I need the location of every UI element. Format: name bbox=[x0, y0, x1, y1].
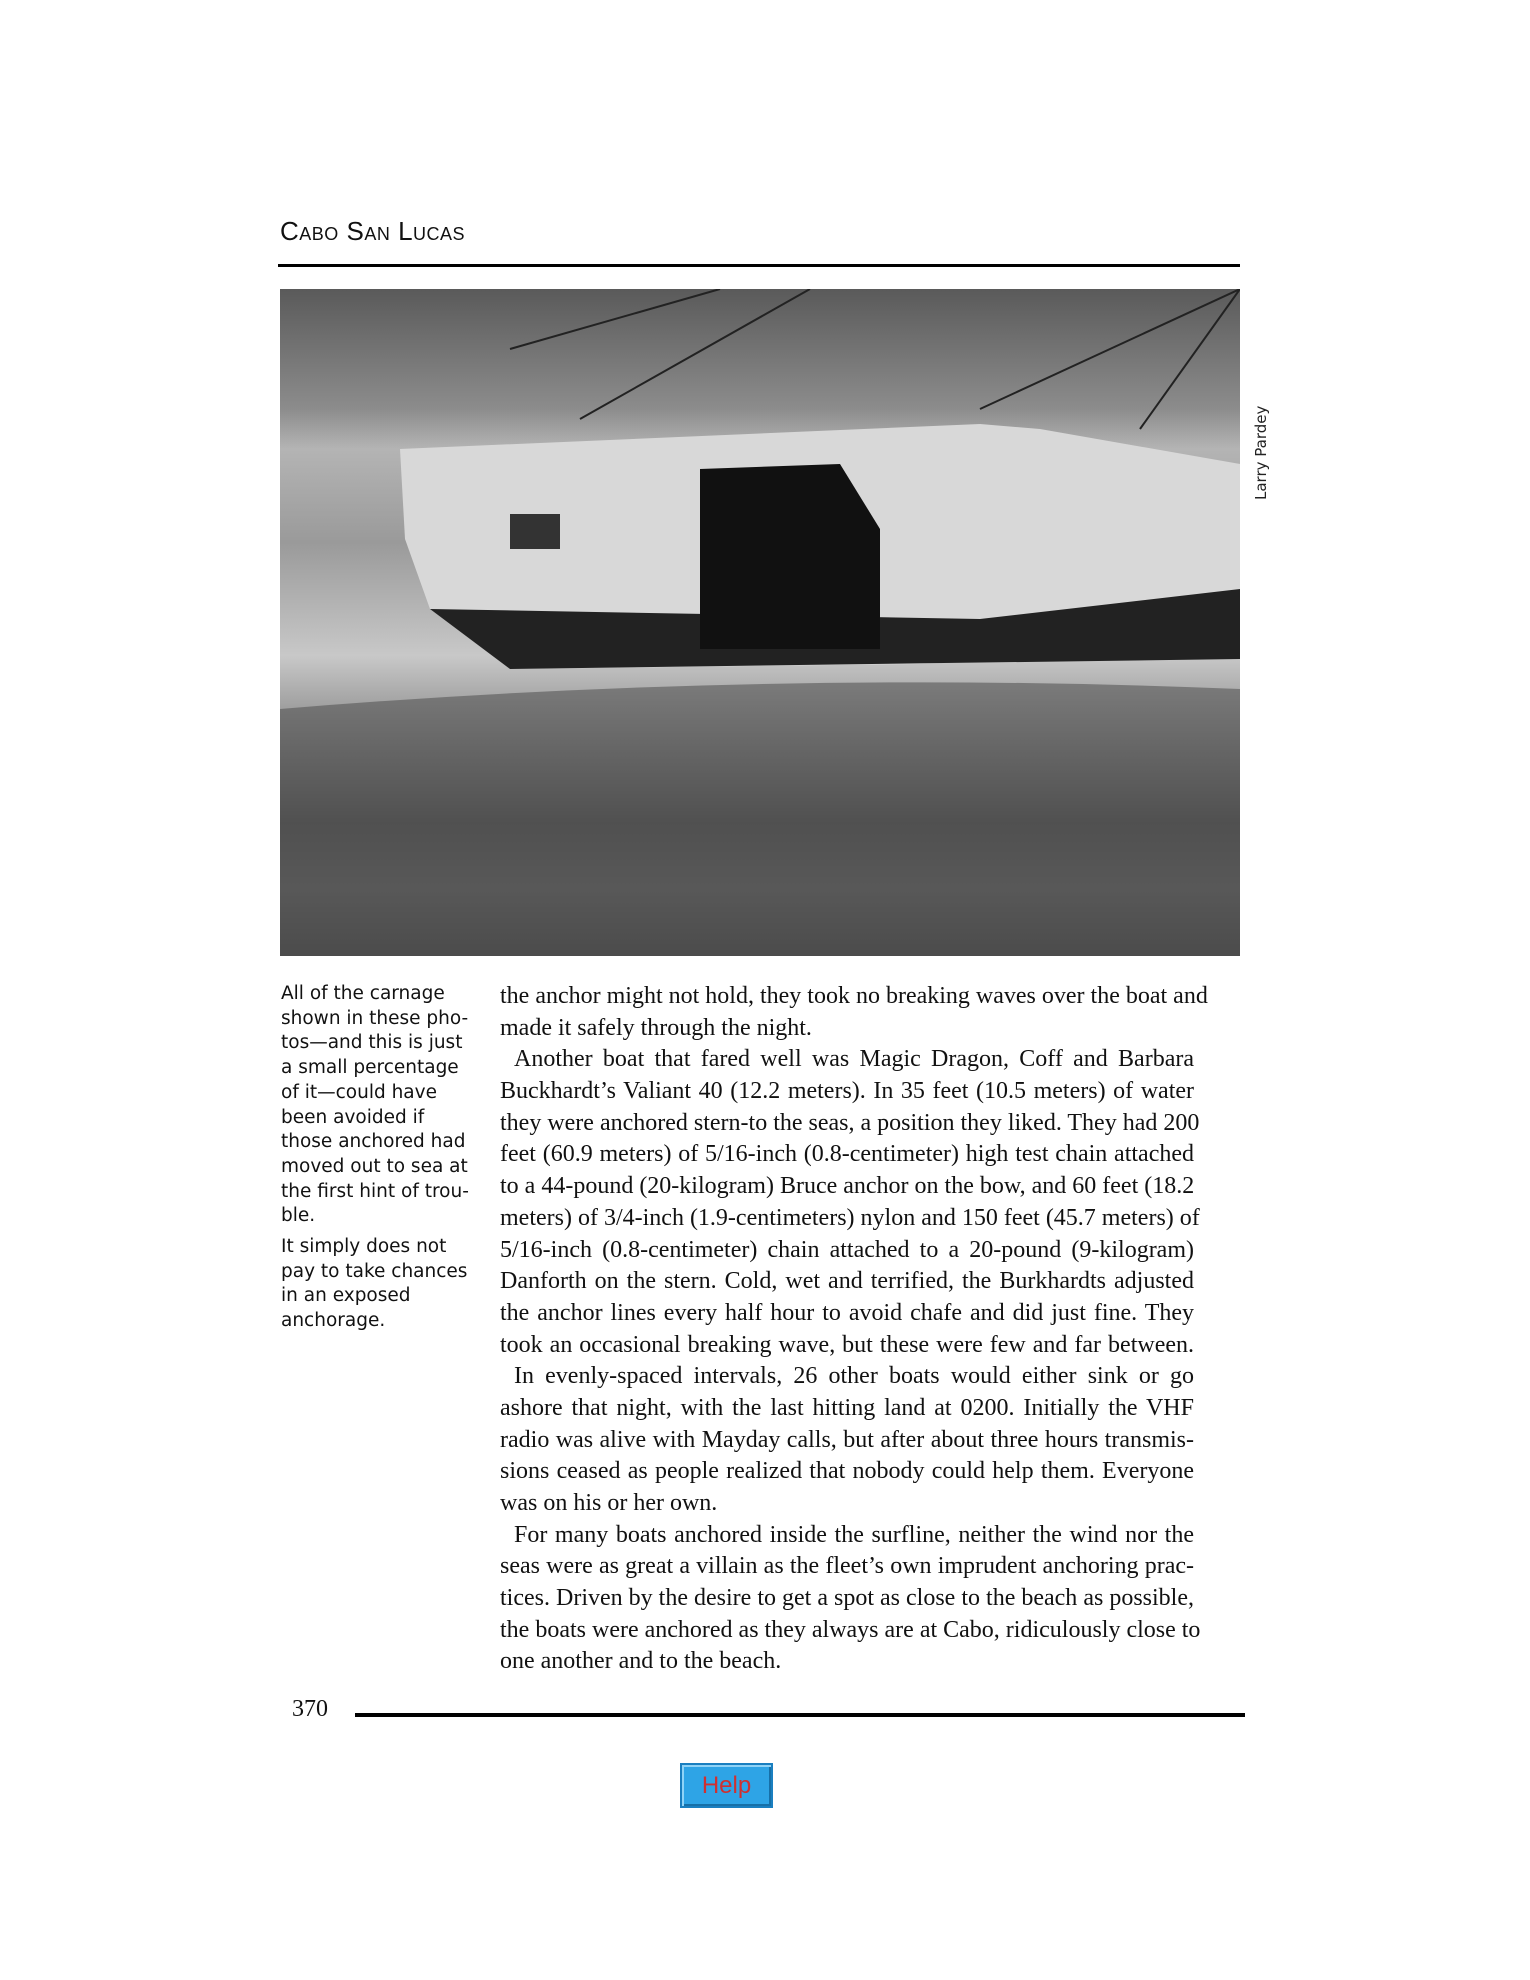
caption-line: in an exposed bbox=[281, 1285, 411, 1307]
body-line: radio was alive with Mayday calls, but after about three hours transmis- bbox=[500, 1426, 1194, 1453]
header-rule bbox=[278, 264, 1240, 267]
caption-line: anchorage. bbox=[281, 1310, 386, 1332]
body-line: ashore that night, with the last hitting land at 0200. Initially the VHF bbox=[500, 1394, 1194, 1421]
body-line: the boats were anchored as they always are at Cabo, ridiculously close to bbox=[500, 1616, 1201, 1643]
body-line: was on his or her own. bbox=[500, 1490, 718, 1516]
body-line: Buckhardt’s Valiant 40 (12.2 meters). In 35 feet (10.5 meters) of water bbox=[500, 1078, 1194, 1105]
caption-paragraph bbox=[281, 1235, 471, 1334]
body-line: feet (60.9 meters) of 5/16-inch (0.8-centimeter) high test chain attached bbox=[500, 1141, 1194, 1168]
body-line: sions ceased as people realized that nobody could help them. Everyone bbox=[500, 1458, 1194, 1485]
caption-line: the first hint of trou- bbox=[281, 1180, 469, 1202]
body-line: For many boats anchored inside the surfline, neither the wind nor the bbox=[514, 1521, 1194, 1548]
body-line: made it safely through the night. bbox=[500, 1014, 812, 1041]
body-line: In evenly-spaced intervals, 26 other boats would either sink or go bbox=[514, 1363, 1194, 1390]
caption-line: of it—could have bbox=[281, 1081, 437, 1103]
body-line: seas were as great a villain as the fleet’s own imprudent anchoring prac- bbox=[500, 1553, 1194, 1580]
shipwreck-photo bbox=[280, 289, 1240, 956]
photo-credit: Larry Pardey bbox=[1252, 405, 1270, 500]
body-line: to a 44-pound (20-kilogram) Bruce anchor on the bow, and 60 feet (18.2 bbox=[500, 1173, 1195, 1200]
caption-line: All of the carnage bbox=[281, 983, 445, 1004]
boat-illustration bbox=[280, 289, 1240, 956]
footer-rule bbox=[355, 1713, 1245, 1717]
body-line: Another boat that fared well was Magic Dragon, Coff and Barbara bbox=[514, 1046, 1194, 1073]
running-header: Cabo San Lucas bbox=[280, 216, 466, 246]
caption-line: shown in these pho- bbox=[281, 1007, 469, 1029]
caption-line: those anchored had bbox=[281, 1131, 466, 1153]
caption-line: ble. bbox=[281, 1205, 316, 1227]
caption-line: tos—and this is just bbox=[281, 1032, 463, 1054]
body-line: the anchor lines every half hour to avoid chafe and did just fine. They bbox=[500, 1299, 1194, 1326]
body-line: tices. Driven by the desire to get a spot as close to the beach as possible, bbox=[500, 1585, 1194, 1612]
body-line: one another and to the beach. bbox=[500, 1648, 782, 1675]
body-line: they were anchored stern-to the seas, a position they liked. They had 200 bbox=[500, 1109, 1200, 1136]
body-line: the anchor might not hold, they took no breaking waves over the boat and bbox=[500, 983, 1208, 1009]
body-line: 5/16-inch (0.8-centimeter) chain attached to a 20-pound (9-kilogram) bbox=[500, 1236, 1194, 1263]
sidebar-caption bbox=[281, 982, 471, 1340]
body-line: took an occasional breaking wave, but these were few and far between. bbox=[500, 1331, 1194, 1358]
body-line: meters) of 3/4-inch (1.9-centimeters) nylon and 150 feet (45.7 meters) of bbox=[500, 1204, 1200, 1231]
page-number: 370 bbox=[292, 1696, 328, 1722]
help-button[interactable]: Help bbox=[680, 1763, 773, 1808]
caption-paragraph bbox=[281, 982, 471, 1229]
caption-line: been avoided if bbox=[281, 1106, 425, 1128]
caption-line: pay to take chances bbox=[281, 1260, 468, 1282]
body-line: Danforth on the stern. Cold, wet and terrified, the Burkhardts adjusted bbox=[500, 1268, 1194, 1295]
caption-line: a small percentage bbox=[281, 1057, 459, 1079]
caption-line: moved out to sea at bbox=[281, 1155, 468, 1177]
body-text bbox=[500, 981, 1208, 1678]
caption-line: It simply does not bbox=[281, 1236, 447, 1258]
